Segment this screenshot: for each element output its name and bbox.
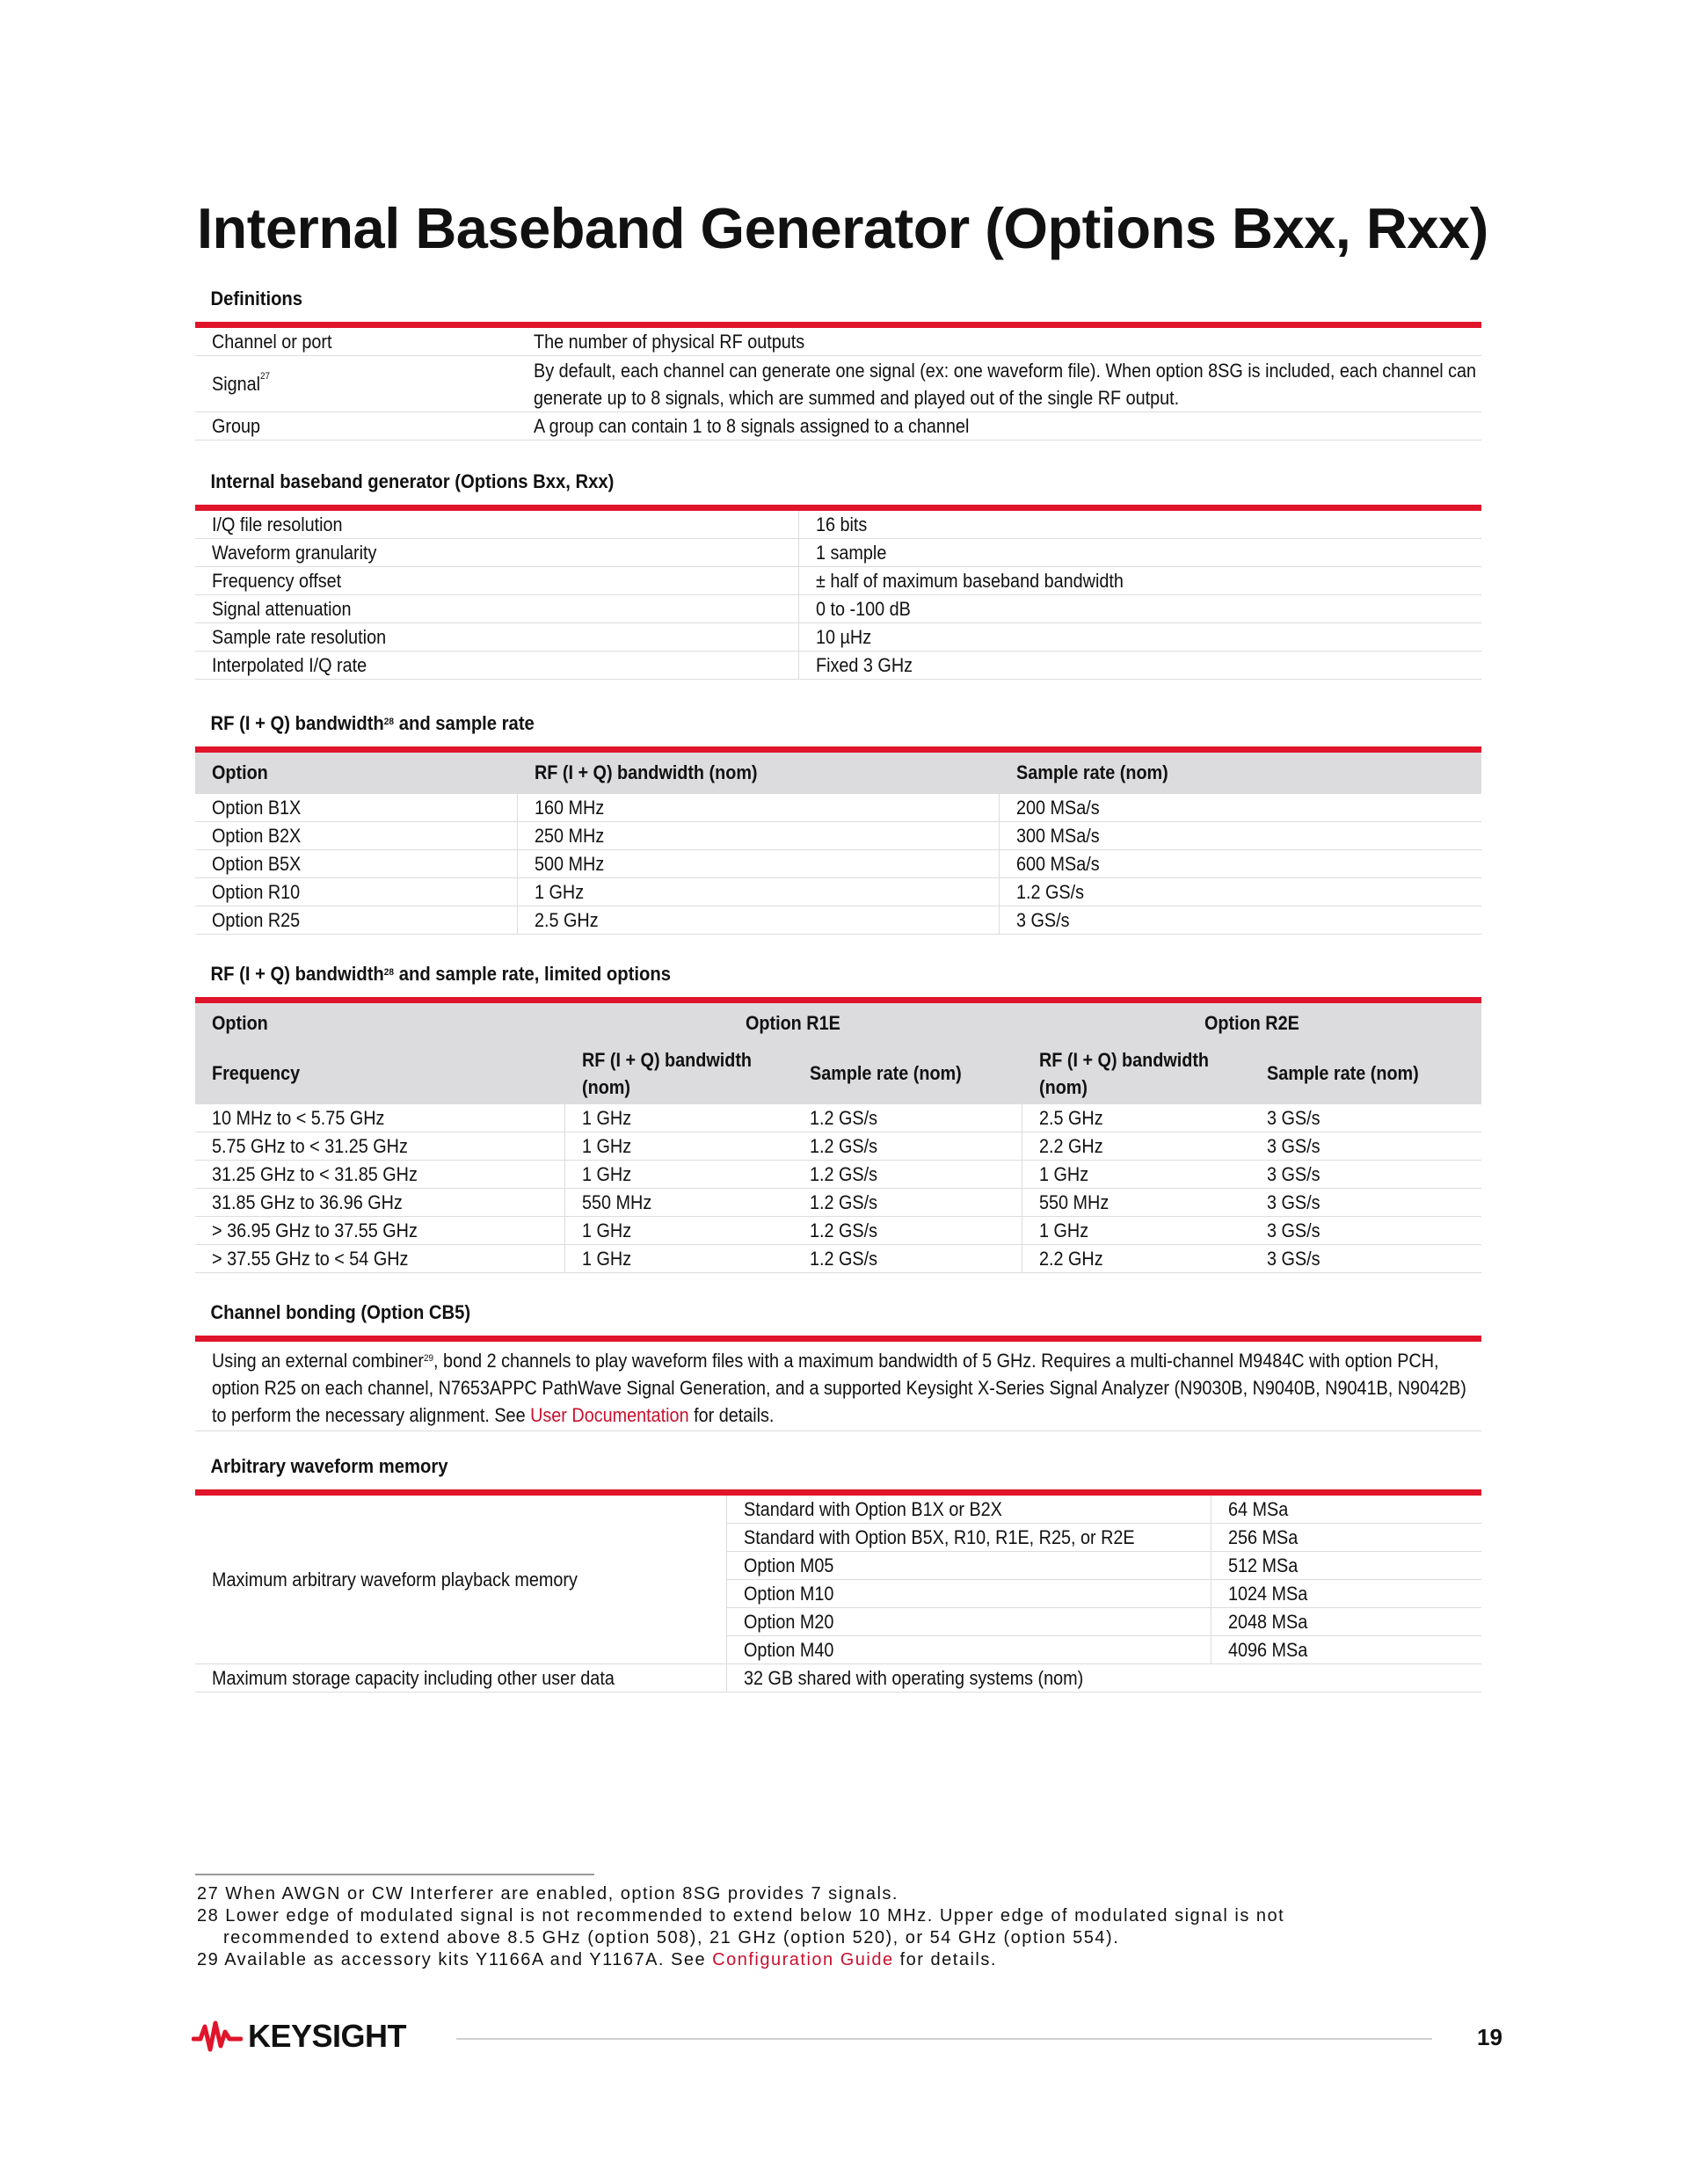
table-row: Maximum storage capacity including other user data 32 GB shared with operating systems (nom) xyxy=(195,1664,1481,1693)
table-row: Signal$^{27}$ By default, each channel can generate one signal (ex: one waveform file). When option 8SG is included, each channel can generate up to 8 signals, which are summed and played out of the single RF output. xyxy=(195,356,1481,412)
section-divider xyxy=(195,322,1481,328)
table-row: Waveform granularity 1 sample xyxy=(195,539,1481,567)
keysight-logo xyxy=(192,2019,406,2054)
table-row: Option M05 512 MSa xyxy=(195,1552,1481,1580)
table-row: 31.25 GHz to < 31.85 GHz 1 GHz 1.2 GS/s 1 GHz 3 GS/s xyxy=(195,1161,1481,1189)
footnote-27: 27 When AWGN or CW Interferer are enabled, option 8SG provides 7 signals. xyxy=(197,1884,899,1904)
table-row: Option B1X 160 MHz 200 MSa/s xyxy=(195,794,1481,822)
bandwidth-table xyxy=(195,753,1481,935)
definitions-table xyxy=(195,328,1481,440)
footnote-ref: 27 xyxy=(260,370,271,382)
definitions-section xyxy=(195,283,1481,440)
footnote-divider xyxy=(195,1874,594,1875)
table-row: Maximum arbitrary waveform playback memory Standard with Option B1X or B2X 64 MSa xyxy=(195,1496,1481,1524)
max-playback-label: Maximum arbitrary waveform playback memory xyxy=(195,1496,726,1664)
table-row: Standard with Option B5X, R10, R1E, R25, or R2E 256 MSa xyxy=(195,1524,1481,1552)
limited-options-table xyxy=(195,1003,1481,1273)
table-row: Option M40 4096 MSa xyxy=(195,1636,1481,1664)
keysight-wave-icon xyxy=(192,2020,243,2053)
table-row: Option M10 1024 MSa xyxy=(195,1580,1481,1608)
page-number: 19 xyxy=(1477,2024,1502,2050)
footer-divider xyxy=(456,2038,1432,2040)
footnote-28-cont: recommended to extend above 8.5 GHz (option 508), 21 GHz (option 520), or 54 GHz (option 554). xyxy=(223,1928,1120,1947)
table-row: Group A group can contain 1 to 8 signals assigned to a channel xyxy=(195,412,1481,440)
table-row: Frequency offset ± half of maximum baseband bandwidth xyxy=(195,567,1481,595)
memory-section xyxy=(195,1451,1481,1693)
limited-options-heading: RF (I + Q) bandwidth$^{28}$ and sample rate, limited options xyxy=(210,963,671,985)
footnote-29: 29 Available as accessory kits Y1166A and Y1167A. See Configuration Guide for details. xyxy=(197,1950,997,1969)
limited-options-section xyxy=(195,958,1481,1273)
channel-bonding-section xyxy=(195,1297,1481,1431)
ibg-section xyxy=(195,466,1481,680)
table-row: I/Q file resolution 16 bits xyxy=(195,511,1481,539)
table-row: > 37.55 GHz to < 54 GHz 1 GHz 1.2 GS/s 2.2 GHz 3 GS/s xyxy=(195,1245,1481,1273)
user-documentation-link[interactable]: User Documentation xyxy=(530,1404,689,1426)
table-header-row: Frequency RF (I + Q) bandwidth (nom) Sample rate (nom) RF (I + Q) bandwidth (nom) Sample rate (nom) xyxy=(195,1044,1481,1104)
table-row: Sample rate resolution 10 µHz xyxy=(195,623,1481,652)
footnote-28: 28 Lower edge of modulated signal is not recommended to extend below 10 MHz. Upper edge of modulated signal is not xyxy=(197,1906,1285,1926)
table-row: Option R10 1 GHz 1.2 GS/s xyxy=(195,878,1481,906)
table-row: > 36.95 GHz to 37.55 GHz 1 GHz 1.2 GS/s 1 GHz 3 GS/s xyxy=(195,1217,1481,1245)
memory-heading: Arbitrary waveform memory xyxy=(210,1455,448,1477)
memory-table xyxy=(195,1496,1481,1693)
table-row: Option B2X 250 MHz 300 MSa/s xyxy=(195,822,1481,850)
table-row: Option M20 2048 MSa xyxy=(195,1608,1481,1636)
table-row: Signal attenuation 0 to -100 dB xyxy=(195,595,1481,623)
table-row: 31.85 GHz to 36.96 GHz 550 MHz 1.2 GS/s 550 MHz 3 GS/s xyxy=(195,1189,1481,1217)
ibg-table xyxy=(195,511,1481,680)
table-row: 10 MHz to < 5.75 GHz 1 GHz 1.2 GS/s 2.5 GHz 3 GS/s xyxy=(195,1104,1481,1132)
page-title: Internal Baseband Generator (Options Bxx, Rxx) xyxy=(197,196,1488,260)
bandwidth-heading: RF (I + Q) bandwidth$^{28}$ and sample rate xyxy=(210,712,535,734)
table-row: Option B5X 500 MHz 600 MSa/s xyxy=(195,850,1481,878)
ibg-heading: Internal baseband generator (Options Bxx, Rxx) xyxy=(210,470,615,492)
configuration-guide-link[interactable]: Configuration Guide xyxy=(712,1950,894,1969)
logo-text: KEYSIGHT xyxy=(248,2018,407,2054)
table-header-row: Option RF (I + Q) bandwidth (nom) Sample rate (nom) xyxy=(195,753,1481,794)
table-row: Channel or port The number of physical RF outputs xyxy=(195,328,1481,356)
channel-bonding-text: Using an external combiner$^{29}$, bond 2 channels to play waveform files with a maximum bandwidth of 5 GHz. Requires a multi-channel M9484C with option PCH, option R25 on each channel, N7653APPC PathWave Signal Generation, and a supported Keysight X-Series Signal Analyzer (N9030B, N9040B, N9041B, N9042B) to perform the necessary alignment. See User Documentation for details. xyxy=(195,1342,1481,1431)
bandwidth-section xyxy=(195,708,1481,935)
table-row: Option R25 2.5 GHz 3 GS/s xyxy=(195,906,1481,935)
table-row: 5.75 GHz to < 31.25 GHz 1 GHz 1.2 GS/s 2.2 GHz 3 GS/s xyxy=(195,1132,1481,1161)
table-header-row: Option Option R1E Option R2E xyxy=(195,1003,1481,1044)
footnotes xyxy=(197,1883,1284,1971)
channel-bonding-heading: Channel bonding (Option CB5) xyxy=(210,1301,471,1323)
definitions-heading: Definitions xyxy=(210,288,303,309)
table-row: Interpolated I/Q rate Fixed 3 GHz xyxy=(195,652,1481,680)
